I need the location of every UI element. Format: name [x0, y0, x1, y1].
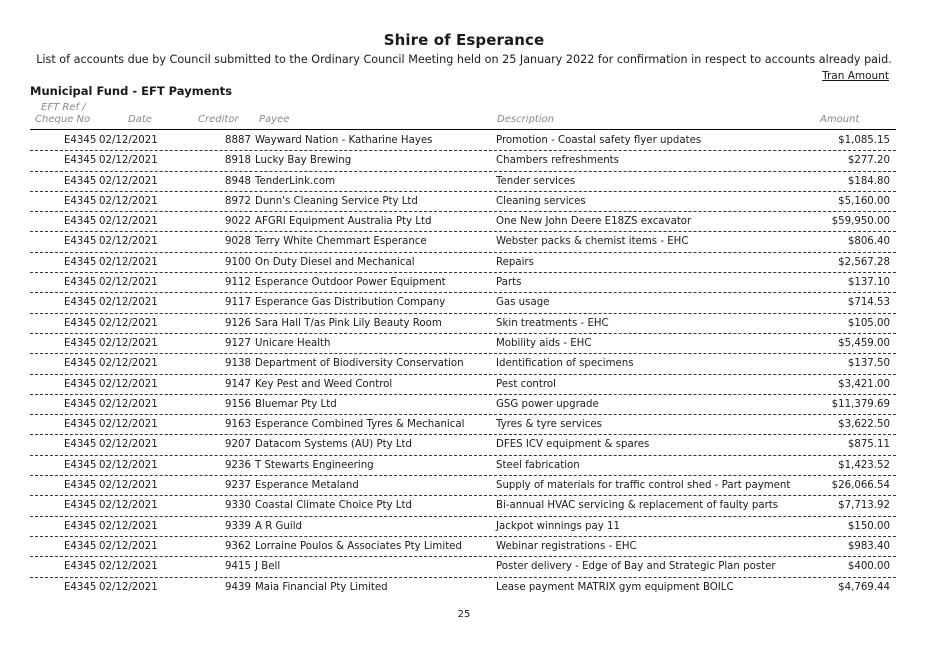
amount-cell: $1,423.52	[838, 459, 890, 471]
table-row	[30, 354, 896, 374]
table-row	[30, 131, 896, 151]
table-row	[30, 456, 896, 476]
description-cell: Jackpot winnings pay 11	[496, 520, 620, 532]
description-cell: Promotion - Coastal safety flyer updates	[496, 135, 702, 146]
eft-ref-cell: E4345	[64, 277, 97, 289]
table-row	[30, 253, 896, 273]
eft-ref-cell: E4345	[64, 195, 97, 207]
eft-ref-cell: E4345	[64, 500, 97, 512]
column-header-cheque-no: Cheque No	[35, 114, 91, 125]
date-cell: 02/12/2021	[99, 419, 158, 431]
payee-cell: Datacom Systems (AU) Pty Ltd	[255, 439, 413, 451]
eft-ref-cell: E4345	[64, 236, 97, 248]
amount-cell: $26,066.54	[831, 480, 890, 492]
eft-ref-cell: E4345	[64, 398, 97, 410]
date-cell: 02/12/2021	[99, 480, 158, 492]
creditor-cell: 9415	[225, 561, 251, 573]
description-cell: Poster delivery - Edge of Bay and Strategic Plan poster	[496, 561, 776, 573]
description-cell: Skin treatments - EHC	[496, 317, 609, 329]
amount-cell: $1,085.15	[838, 135, 890, 146]
payee-cell: On Duty Diesel and Mechanical	[255, 256, 415, 268]
creditor-cell: 9127	[225, 337, 251, 349]
eft-ref-cell: E4345	[64, 317, 97, 329]
date-cell: 02/12/2021	[99, 317, 158, 329]
date-cell: 02/12/2021	[99, 216, 158, 228]
description-cell: Bi-annual HVAC servicing & replacement of faulty parts	[496, 500, 779, 512]
section-title: Municipal Fund - EFT Payments	[30, 84, 233, 98]
amount-cell: $11,379.69	[831, 398, 890, 410]
creditor-cell: 9112	[225, 277, 251, 289]
date-cell: 02/12/2021	[99, 581, 158, 593]
creditor-cell: 9163	[225, 419, 251, 431]
eft-ref-cell: E4345	[64, 540, 97, 552]
tran-amount-link[interactable]: Tran Amount	[822, 70, 889, 82]
amount-cell: $59,950.00	[831, 216, 890, 228]
eft-ref-cell: E4345	[64, 378, 97, 390]
payee-cell: Lucky Bay Brewing	[255, 155, 352, 167]
creditor-cell: 9439	[225, 581, 251, 593]
column-header-description: Description	[497, 114, 554, 125]
eft-ref-cell: E4345	[64, 439, 97, 451]
eft-ref-cell: E4345	[64, 135, 97, 146]
creditor-cell: 9147	[225, 378, 251, 390]
payee-cell: Dunn's Cleaning Service Pty Ltd	[255, 195, 418, 207]
date-cell: 02/12/2021	[99, 175, 158, 187]
date-cell: 02/12/2021	[99, 236, 158, 248]
description-cell: Repairs	[496, 256, 534, 268]
amount-cell: $137.10	[847, 277, 890, 289]
column-header-amount: Amount	[820, 114, 860, 125]
date-cell: 02/12/2021	[99, 500, 158, 512]
column-header-creditor: Creditor	[198, 114, 239, 125]
creditor-cell: 8948	[225, 175, 251, 187]
table-row	[30, 232, 896, 252]
amount-cell: $7,713.92	[838, 500, 890, 512]
description-cell: Pest control	[496, 378, 556, 390]
creditor-cell: 9022	[225, 216, 251, 228]
date-cell: 02/12/2021	[99, 540, 158, 552]
description-cell: Steel fabrication	[496, 459, 580, 471]
amount-cell: $806.40	[847, 236, 890, 248]
date-cell: 02/12/2021	[99, 358, 158, 370]
amount-cell: $5,459.00	[838, 337, 890, 349]
table-row	[30, 334, 896, 354]
description-cell: Parts	[496, 277, 522, 289]
date-cell: 02/12/2021	[99, 398, 158, 410]
creditor-cell: 9236	[225, 459, 251, 471]
description-cell: Identification of specimens	[496, 358, 634, 370]
description-cell: Cleaning services	[496, 195, 586, 207]
payee-cell: AFGRI Equipment Australia Pty Ltd	[255, 216, 432, 228]
description-cell: Mobility aids - EHC	[496, 337, 592, 349]
table-row	[30, 395, 896, 415]
creditor-cell: 8887	[225, 135, 251, 146]
payee-cell: Sara Hall T/as Pink Lily Beauty Room	[255, 317, 442, 329]
payee-cell: Esperance Outdoor Power Equipment	[255, 277, 446, 289]
payee-cell: Coastal Climate Choice Pty Ltd	[255, 500, 412, 512]
payee-cell: Maia Financial Pty Limited	[255, 581, 388, 593]
date-cell: 02/12/2021	[99, 256, 158, 268]
amount-cell: $875.11	[847, 439, 890, 451]
table-row	[30, 517, 896, 537]
date-cell: 02/12/2021	[99, 337, 158, 349]
payee-cell: Terry White Chemmart Esperance	[255, 236, 427, 248]
payee-cell: Wayward Nation - Katharine Hayes	[255, 135, 433, 146]
amount-cell: $277.20	[847, 155, 890, 167]
amount-cell: $137.50	[847, 358, 890, 370]
table-row	[30, 273, 896, 293]
creditor-cell: 9339	[225, 520, 251, 532]
eft-ref-cell: E4345	[64, 358, 97, 370]
creditor-cell: 9126	[225, 317, 251, 329]
table-row	[30, 375, 896, 395]
amount-cell: $150.00	[847, 520, 890, 532]
creditor-cell: 9117	[225, 297, 251, 309]
description-cell: DFES ICV equipment & spares	[496, 439, 650, 451]
description-cell: Chambers refreshments	[496, 155, 619, 167]
amount-cell: $983.40	[847, 540, 890, 552]
payee-cell: Bluemar Pty Ltd	[255, 398, 337, 410]
eft-ref-cell: E4345	[64, 561, 97, 573]
description-cell: Supply of materials for traffic control shed - Part payment	[496, 480, 791, 492]
table-row	[30, 314, 896, 334]
eft-ref-cell: E4345	[64, 297, 97, 309]
eft-ref-cell: E4345	[64, 175, 97, 187]
payee-cell: Lorraine Poulos & Associates Pty Limited	[255, 540, 462, 552]
description-cell: Webster packs & chemist items - EHC	[496, 236, 689, 248]
amount-cell: $4,769.44	[838, 581, 890, 593]
eft-ref-cell: E4345	[64, 480, 97, 492]
amount-cell: $3,622.50	[838, 419, 890, 431]
date-cell: 02/12/2021	[99, 378, 158, 390]
creditor-cell: 9100	[225, 256, 251, 268]
date-cell: 02/12/2021	[99, 277, 158, 289]
table-row	[30, 212, 896, 232]
creditor-cell: 9362	[225, 540, 251, 552]
payee-cell: Unicare Health	[255, 337, 331, 349]
date-cell: 02/12/2021	[99, 520, 158, 532]
date-cell: 02/12/2021	[99, 561, 158, 573]
date-cell: 02/12/2021	[99, 439, 158, 451]
payee-cell: TenderLink.com	[255, 175, 335, 187]
payee-cell: A R Guild	[255, 520, 303, 532]
amount-cell: $3,421.00	[838, 378, 890, 390]
column-header-payee: Payee	[259, 114, 290, 125]
table-row	[30, 415, 896, 435]
eft-ref-cell: E4345	[64, 459, 97, 471]
date-cell: 02/12/2021	[99, 459, 158, 471]
creditor-cell: 8918	[225, 155, 251, 167]
description-cell: Lease payment MATRIX gym equipment BOILC	[496, 581, 734, 593]
creditor-cell: 9138	[225, 358, 251, 370]
amount-cell: $184.80	[847, 175, 890, 187]
payee-cell: J Bell	[255, 561, 281, 573]
table-row	[30, 192, 896, 212]
date-cell: 02/12/2021	[99, 297, 158, 309]
payee-cell: T Stewarts Engineering	[255, 459, 374, 471]
table-row	[30, 476, 896, 496]
eft-ref-cell: E4345	[64, 581, 97, 593]
description-cell: Tender services	[496, 175, 576, 187]
payee-cell: Esperance Gas Distribution Company	[255, 297, 446, 309]
description-cell: Webinar registrations - EHC	[496, 540, 637, 552]
creditor-cell: 9330	[225, 500, 251, 512]
creditor-cell: 8972	[225, 195, 251, 207]
payee-cell: Esperance Metaland	[255, 480, 359, 492]
table-row	[30, 172, 896, 192]
description-cell: Tyres & tyre services	[496, 419, 602, 431]
date-cell: 02/12/2021	[99, 135, 158, 146]
table-row	[30, 578, 896, 597]
table-row	[30, 537, 896, 557]
page-number: 25	[457, 609, 471, 620]
table-row	[30, 151, 896, 171]
creditor-cell: 9237	[225, 480, 251, 492]
column-header-date: Date	[128, 114, 152, 125]
description-cell: One New John Deere E18ZS excavator	[496, 216, 692, 228]
table-row	[30, 496, 896, 516]
payee-cell: Department of Biodiversity Conservation	[255, 358, 464, 370]
header-divider	[30, 129, 896, 130]
amount-cell: $5,160.00	[838, 195, 890, 207]
eft-ref-cell: E4345	[64, 216, 97, 228]
eft-ref-cell: E4345	[64, 256, 97, 268]
payments-table	[30, 131, 896, 597]
creditor-cell: 9207	[225, 439, 251, 451]
date-cell: 02/12/2021	[99, 155, 158, 167]
table-row	[30, 435, 896, 455]
page-title: Shire of Esperance	[383, 31, 545, 49]
description-cell: GSG power upgrade	[496, 398, 599, 410]
column-header-eft-ref: EFT Ref /	[41, 102, 86, 113]
eft-ref-cell: E4345	[64, 155, 97, 167]
creditor-cell: 9156	[225, 398, 251, 410]
amount-cell: $105.00	[847, 317, 890, 329]
eft-ref-cell: E4345	[64, 520, 97, 532]
payee-cell: Key Pest and Weed Control	[255, 378, 393, 390]
eft-ref-cell: E4345	[64, 337, 97, 349]
creditor-cell: 9028	[225, 236, 251, 248]
page-subtitle: List of accounts due by Council submitted to the Ordinary Council Meeting held on 25 January 2022 for confirmation in respect to accounts already paid.	[36, 53, 892, 66]
date-cell: 02/12/2021	[99, 195, 158, 207]
eft-ref-cell: E4345	[64, 419, 97, 431]
amount-cell: $714.53	[847, 297, 890, 309]
amount-cell: $400.00	[847, 561, 890, 573]
payee-cell: Esperance Combined Tyres & Mechanical	[255, 419, 465, 431]
table-row	[30, 293, 896, 313]
amount-cell: $2,567.28	[838, 256, 890, 268]
description-cell: Gas usage	[496, 297, 550, 309]
table-row	[30, 557, 896, 577]
